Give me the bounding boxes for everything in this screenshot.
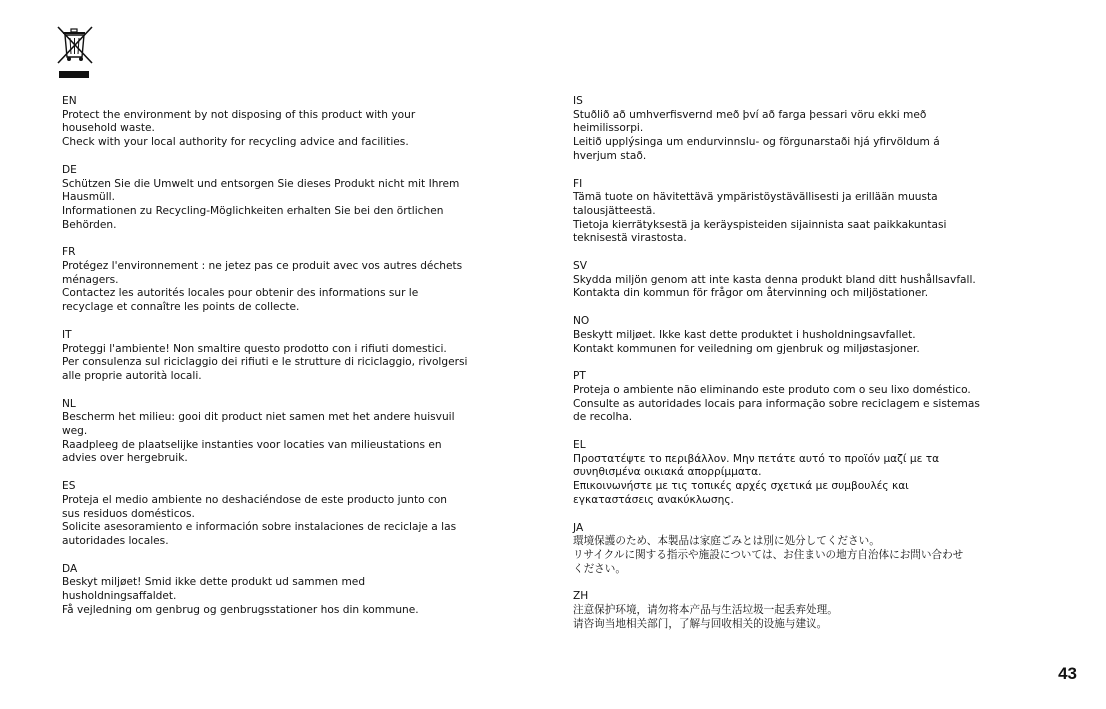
instruction-line: husholdningsaffaldet. bbox=[62, 590, 177, 603]
instruction-line: weg. bbox=[62, 425, 88, 438]
instruction-line: Schützen Sie die Umwelt und entsorgen Sie dieses Produkt nicht mit Ihrem bbox=[62, 177, 460, 190]
instruction-line: 请咨询当地相关部门，了解与回收相关的设施与建议。 bbox=[573, 617, 828, 630]
instruction-line: Tietoja kierrätyksestä ja keräyspisteiden sijainnista saat paikkakuntasi bbox=[573, 218, 947, 231]
language-code: JA bbox=[573, 521, 584, 534]
section-da bbox=[62, 563, 524, 618]
section-no bbox=[573, 315, 1033, 356]
right-column bbox=[573, 95, 1033, 646]
language-code: ZH bbox=[573, 590, 589, 603]
section-sv bbox=[573, 260, 1033, 301]
instruction-line: Kontakt kommunen for veiledning om gjenbruk og miljøstasjoner. bbox=[573, 342, 920, 355]
instruction-line: Consulte as autoridades locais para informação sobre reciclagem e sistemas bbox=[573, 397, 980, 410]
instruction-line: Informationen zu Recycling-Möglichkeiten erhalten Sie bei den örtlichen bbox=[62, 204, 444, 217]
instruction-line: Bescherm het milieu: gooi dit product niet samen met het andere huisvuil bbox=[62, 411, 455, 424]
instruction-line: hverjum stað. bbox=[573, 149, 647, 162]
language-code: ES bbox=[62, 480, 76, 493]
instruction-line: Kontakta din kommun för frågor om återvinning och miljöstationer. bbox=[573, 287, 929, 300]
language-code: DA bbox=[62, 562, 78, 575]
instruction-line: συνηθισμένα οικιακά απορρίμματα. bbox=[573, 466, 762, 479]
instruction-line: Protégez l'environnement : ne jetez pas ce produit avec vos autres déchets bbox=[62, 260, 463, 273]
instruction-line: Proteggi l'ambiente! Non smaltire questo prodotto con i rifiuti domestici. bbox=[62, 342, 447, 355]
language-code: FI bbox=[573, 177, 583, 190]
section-es bbox=[62, 480, 524, 549]
instruction-line: heimilissorpi. bbox=[573, 122, 644, 135]
instruction-line: ménagers. bbox=[62, 273, 119, 286]
language-code: IS bbox=[573, 95, 583, 107]
instruction-line: Proteja el medio ambiente no deshaciéndose de este producto junto con bbox=[62, 493, 448, 506]
instruction-line: Skydda miljön genom att inte kasta denna produkt bland ditt hushållsavfall. bbox=[573, 273, 976, 286]
section-is bbox=[573, 95, 1033, 164]
instruction-line: advies over hergebruik. bbox=[62, 452, 188, 465]
language-code: SV bbox=[573, 260, 587, 273]
language-code: IT bbox=[62, 328, 72, 341]
instruction-line: Check with your local authority for recycling advice and facilities. bbox=[62, 136, 409, 149]
instruction-line: Få vejledning om genbrug og genbrugsstationer hos din kommune. bbox=[62, 603, 419, 616]
instruction-line: Beskyt miljøet! Smid ikke dette produkt ud sammen med bbox=[62, 576, 366, 589]
instruction-line: Leitið upplýsinga um endurvinnslu- og förgunarstaði hjá yfirvöldum á bbox=[573, 136, 940, 149]
language-code: NO bbox=[573, 315, 590, 328]
section-fr bbox=[62, 246, 524, 315]
instruction-line: talousjätteestä. bbox=[573, 204, 656, 217]
weee-bin-icon bbox=[57, 26, 93, 80]
instruction-line: Solicite asesoramiento e información sobre instalaciones de reciclaje a las bbox=[62, 521, 457, 534]
section-de bbox=[62, 164, 524, 233]
instruction-line: Προστατέψτε το περιβάλλον. Μην πετάτε αυτό το προϊόν μαζί με τα bbox=[573, 452, 940, 465]
section-nl bbox=[62, 398, 524, 467]
language-code: EL bbox=[573, 439, 586, 452]
instruction-line: sus residuos domésticos. bbox=[62, 507, 195, 520]
language-code: PT bbox=[573, 370, 586, 383]
instruction-line: Protect the environment by not disposing of this product with your bbox=[62, 108, 416, 121]
instruction-line: Behörden. bbox=[62, 218, 117, 231]
instruction-line: Tämä tuote on hävitettävä ympäristöystävällisesti ja erillään muusta bbox=[573, 191, 938, 204]
section-en bbox=[62, 95, 524, 150]
instruction-line: Hausmüll. bbox=[62, 191, 115, 204]
instruction-line: autoridades locales. bbox=[62, 534, 169, 547]
instruction-line: teknisestä virastosta. bbox=[573, 232, 687, 245]
section-zh bbox=[573, 590, 1033, 631]
instruction-line: Proteja o ambiente não eliminando este produto com o seu lixo doméstico. bbox=[573, 383, 971, 396]
instruction-line: εγκαταστάσεις ανακύκλωσης. bbox=[573, 493, 734, 506]
section-fi bbox=[573, 178, 1033, 247]
instruction-line: Stuðlið að umhverfisvernd með því að farga þessari vöru ekki með bbox=[573, 108, 927, 121]
page-number: 43 bbox=[1058, 664, 1077, 683]
language-code: FR bbox=[62, 246, 76, 259]
section-el bbox=[573, 439, 1033, 508]
instruction-line: 注意保护环境，请勿将本产品与生活垃圾一起丢弃处理。 bbox=[573, 604, 838, 617]
instruction-line: Beskytt miljøet. Ikke kast dette produktet i husholdningsavfallet. bbox=[573, 328, 916, 341]
instruction-line: household waste. bbox=[62, 122, 155, 135]
instruction-line: Raadpleeg de plaatselijke instanties voor locaties van milieustations en bbox=[62, 438, 442, 451]
language-code: DE bbox=[62, 163, 77, 176]
instruction-line: recyclage et connaître les points de collecte. bbox=[62, 301, 300, 314]
instruction-line: Επικοινωνήστε με τις τοπικές αρχές σχετικά με συμβουλές και bbox=[573, 480, 909, 493]
section-it bbox=[62, 329, 524, 384]
section-ja bbox=[573, 522, 1033, 577]
instruction-line: リサイクルに関する指示や施設については、お住まいの地方自治体にお問い合わせ bbox=[573, 548, 964, 561]
instruction-line: Contactez les autorités locales pour obtenir des informations sur le bbox=[62, 287, 419, 300]
instruction-line: Per consulenza sul riciclaggio dei rifiuti e le strutture di riciclaggio, rivolgersi bbox=[62, 356, 468, 369]
instruction-line: alle proprie autorità locali. bbox=[62, 369, 202, 382]
section-pt bbox=[573, 370, 1033, 425]
instruction-line: de recolha. bbox=[573, 411, 633, 424]
left-column bbox=[62, 95, 524, 632]
instruction-line: ください。 bbox=[573, 562, 626, 575]
instruction-line: 環境保護のため、本製品は家庭ごみとは別に処分してください。 bbox=[573, 535, 880, 548]
language-code: NL bbox=[62, 397, 76, 410]
language-code: EN bbox=[62, 95, 77, 107]
